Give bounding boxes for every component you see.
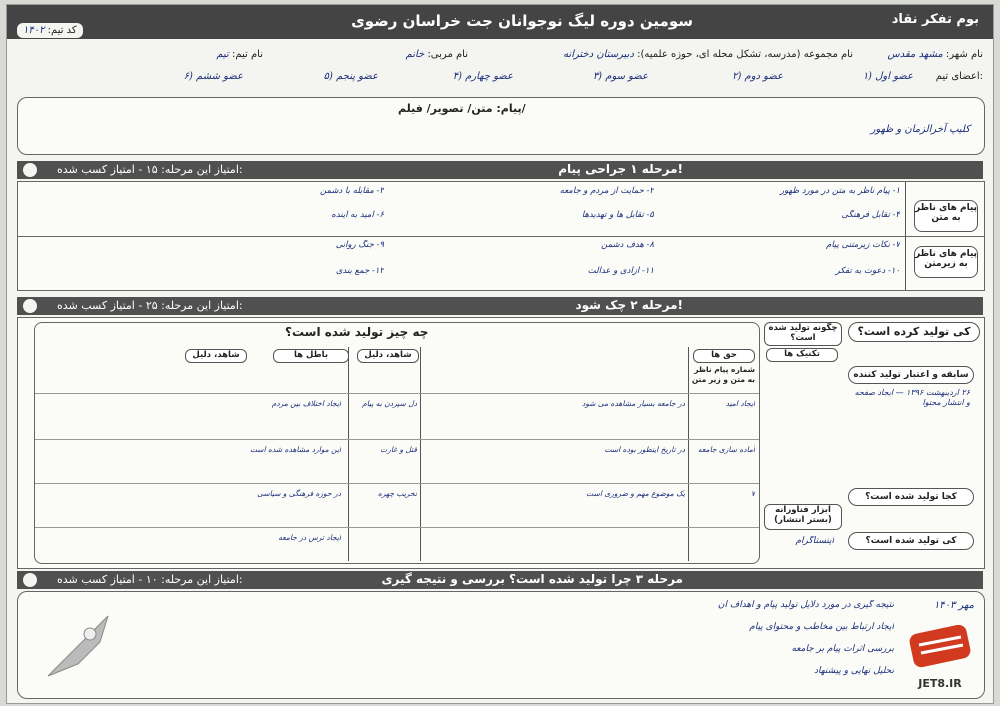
collection-label: نام مجموعه (مدرسه، تشکل محله ای، حوزه علمیه): (637, 49, 853, 60)
row2-truth: آماده سازی جامعه (697, 445, 755, 454)
city-value: مشهد مقدس (887, 49, 943, 60)
watermark-text: JET8.IR (918, 677, 962, 690)
canvas-sheet (6, 4, 994, 704)
watermark-logo (905, 623, 975, 693)
what-table (34, 322, 760, 564)
stage2-dot (23, 299, 37, 313)
side-text-messages: پیام های ناظر به متن (914, 200, 978, 232)
stage1-bar (17, 161, 983, 179)
when-title: کی تولید شده است؟ (848, 532, 974, 550)
team-value: تیم (216, 49, 229, 60)
row1-ev2: ایجاد اختلاف بین مردم (271, 399, 341, 408)
team-label: نام تیم: (231, 49, 263, 60)
message-label: پیام: متن/ تصویر/ فیلم/ (398, 102, 526, 115)
s1-line-10: ۱۰- دعوت به تفکر (835, 266, 900, 276)
row2-evidence: در تاریخ اینطور بوده است (604, 445, 685, 454)
s3-line-4: تحلیل نهایی و پیشنهاد (813, 666, 894, 676)
s1-line-3: ۳- مقابله با دشمن (320, 186, 384, 196)
s1-line-11: ۱۱- آزادی و عدالت (587, 266, 654, 276)
s1-line-12: ۱۲- جمع بندی (335, 266, 384, 276)
row3-num: ۷ (750, 489, 755, 498)
s1-line-1: ۱- پیام ناظر به متن در مورد ظهور (780, 186, 900, 196)
row4-ev2: ایجاد ترس در جامعه (278, 533, 341, 542)
stage1-dot (23, 163, 37, 177)
collection-field (563, 49, 853, 60)
stage1-box (17, 181, 985, 291)
member-4: ۴) عضو چهارم (452, 71, 513, 82)
s1-line-5: ۵- تقابل ها و تهدیدها (581, 210, 654, 220)
coach-label: نام مربی: (427, 49, 468, 60)
col-truth: حق ها (693, 349, 755, 363)
side-subtext-messages: پیام های ناظر به زیرمتن (914, 246, 978, 278)
stage3-score: امتیاز این مرحله: ۱۰ - امتیاز کسب شده: (57, 573, 243, 586)
techniques-label: تکنیک ها (766, 348, 838, 362)
stage3-box (17, 591, 985, 699)
who-produced-title: کی تولید کرده است؟ (848, 322, 980, 342)
s3-line-1: نتیجه گیری در مورد دلایل تولید پیام و اهداف آن (717, 600, 894, 610)
rocket-icon (38, 606, 128, 686)
col-number: شماره پیام ناظر به متن و زیر متن (691, 365, 755, 384)
tools-title: ابزار فناورانه (بستر انتشار) (764, 504, 842, 530)
s1-line-7: ۷- نکات زیرمتنی پیام (826, 240, 900, 250)
coach-field (406, 49, 468, 60)
row3-false: تخریب چهره (377, 489, 417, 498)
col-evidence: شاهد، دلیل (357, 349, 419, 363)
member-1: ۱) عضو اول (862, 71, 913, 82)
team-code (17, 23, 83, 38)
background-notes: ۲۶ اردیبهشت ۱۳۹۶ — ایجاد صفحه و انتشار محتوا (854, 388, 970, 407)
page-title: سومین دوره لیگ نوجوانان جت خراسان رضوی (351, 12, 693, 30)
s1-line-4: ۴- تقابل فرهنگی (841, 210, 900, 220)
s1-line-8: ۸- هدف دشمن (601, 240, 654, 250)
row3-ev2: در حوزه فرهنگی و سیاسی (257, 489, 341, 498)
city-field (888, 49, 983, 60)
what-title: چه چیز تولید شده است؟ (285, 325, 429, 339)
s1-line-6: ۶- امید به آینده (331, 210, 384, 220)
jet-logo-icon (905, 623, 975, 673)
col-evidence2: شاهد، دلیل (185, 349, 247, 363)
row1-false: دل سپردن به پیام (362, 399, 417, 408)
message-content: کلیپ آخرالزمان و ظهور (870, 124, 970, 135)
stage2-score: امتیاز این مرحله: ۲۵ - امتیاز کسب شده: (57, 299, 243, 312)
s3-line-2: ایجاد ارتباط بین مخاطب و محتوای پیام (749, 622, 894, 632)
col-false: باطل ها (273, 349, 349, 363)
stage2-title: مرحله ۲ چک شود! (575, 298, 683, 312)
member-2: ۲) عضو دوم (732, 71, 783, 82)
where-title: کجا تولید شده است؟ (848, 488, 974, 506)
row3-evidence: یک موضوع مهم و ضروری است (586, 489, 685, 498)
member-3: ۳) عضو سوم (592, 71, 648, 82)
background-title: سابقه و اعتبار تولید کننده (848, 366, 974, 384)
coach-value: خانم (405, 49, 425, 60)
members-label: اعضای تیم: (935, 71, 983, 82)
city-label: نام شهر: (945, 49, 983, 60)
tools-value: اینستاگرام (795, 536, 834, 546)
member-5: ۵) عضو پنجم (323, 71, 378, 82)
brand-title: بوم تفکر نقاد (891, 12, 979, 27)
stage3-title: مرحله ۳ چرا تولید شده است؟ بررسی و نتیجه گیری (381, 572, 683, 586)
collection-value: دبیرستان دخترانه (563, 49, 634, 60)
s3-line-3: بررسی اثرات پیام بر جامعه (791, 644, 894, 654)
stage1-score: امتیاز این مرحله: ۱۵ - امتیاز کسب شده: (57, 163, 243, 176)
row1-truth: ایجاد امید (725, 399, 755, 408)
s1-line-2: ۲- حمایت از مردم و جامعه (559, 186, 654, 196)
stage2-bar (17, 297, 983, 315)
team-field (216, 49, 263, 60)
stage1-title: مرحله ۱ جراحی پیام! (558, 162, 683, 176)
stage3-date: ۱۴۰۳ مهر (933, 600, 974, 611)
header-bar (7, 5, 993, 39)
s1-line-9: ۹- جنگ روانی (335, 240, 384, 250)
team-code-label: کد تیم: (47, 25, 77, 36)
row2-ev2: این موارد مشاهده شده است (249, 445, 341, 454)
team-code-value: ۱۴۰۲ (23, 25, 45, 36)
member-6: ۶) عضو ششم (183, 71, 243, 82)
stage3-dot (23, 573, 37, 587)
stage3-bar (17, 571, 983, 589)
row1-evidence: در جامعه بسیار مشاهده می شود (582, 399, 685, 408)
message-box (17, 97, 985, 155)
stage2-box (17, 317, 985, 569)
how-title: چگونه تولید شده است؟ (764, 322, 842, 346)
row2-false: قتل و غارت (380, 445, 417, 454)
